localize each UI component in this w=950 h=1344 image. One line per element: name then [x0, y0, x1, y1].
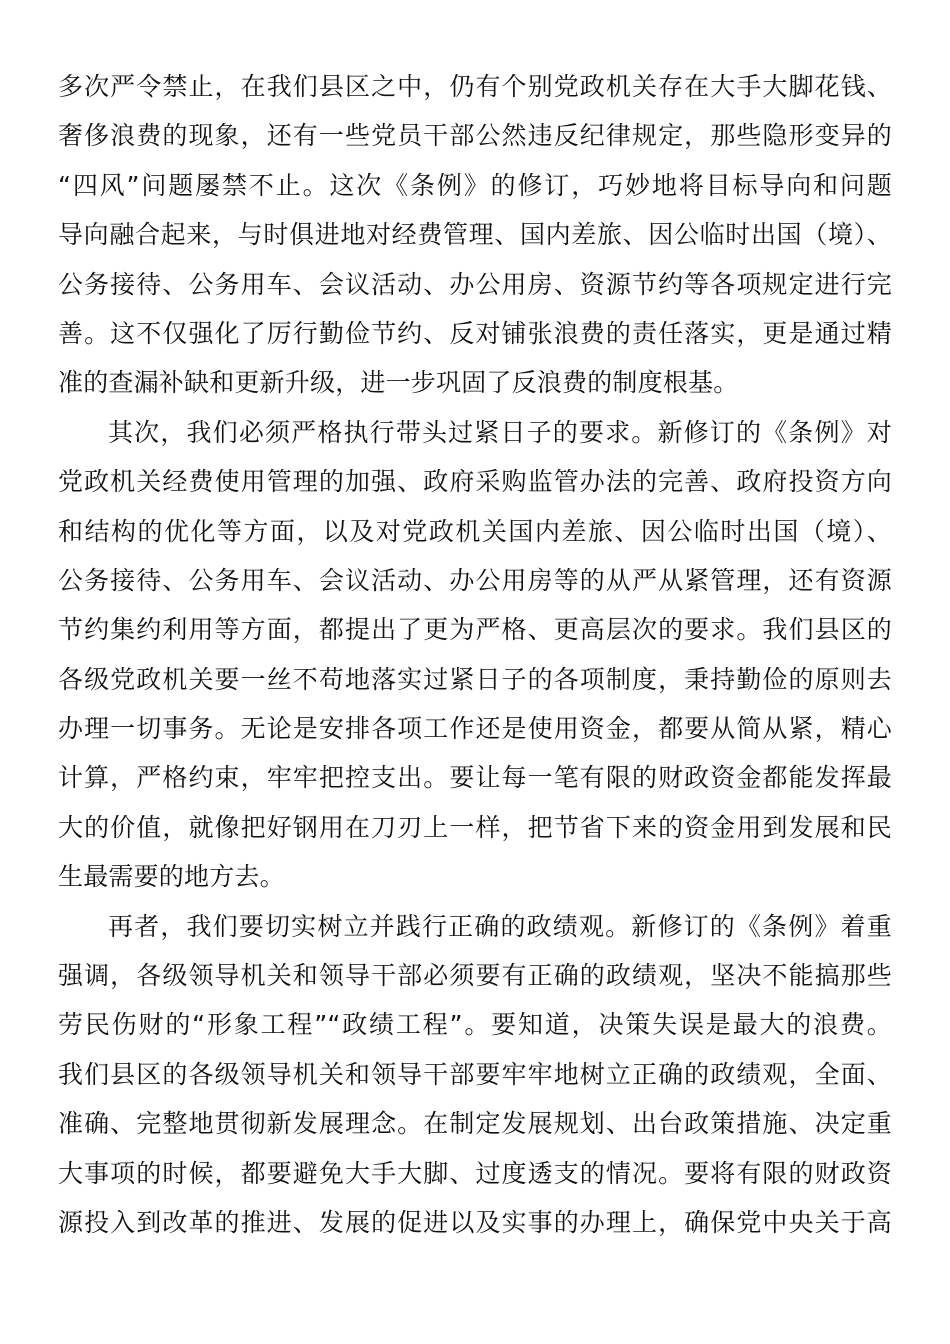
text-line: 强调，各级领导机关和领导干部必须要有正确的政绩观，坚决不能搞那些	[58, 961, 892, 991]
text-line: 导向融合起来，与时俱进地对经费管理、国内差旅、因公临时出国（境）、	[58, 220, 892, 250]
text-line: 善。这不仅强化了厉行勤俭节约、反对铺张浪费的责任落实，更是通过精	[58, 318, 892, 348]
text-line: 奢侈浪费的现象，还有一些党员干部公然违反纪律规定，那些隐形变异的	[58, 121, 892, 151]
text-line: 计算，严格约束，牢牢把控支出。要让每一笔有限的财政资金都能发挥最	[58, 763, 892, 793]
text-line: 和结构的优化等方面，以及对党政机关国内差旅、因公临时出国（境）、	[58, 516, 892, 546]
text-line: 大事项的时候，都要避免大手大脚、过度透支的情况。要将有限的财政资	[58, 1158, 892, 1188]
text-line: 其次，我们必须严格执行带头过紧日子的要求。新修订的《条例》对	[108, 417, 892, 447]
text-line: 公务接待、公务用车、会议活动、办公用房、资源节约等各项规定进行完	[58, 269, 892, 299]
paragraph-1	[58, 62, 892, 408]
text-line: 准的查漏补缺和更新升级，进一步巩固了反浪费的制度根基。	[58, 368, 739, 398]
text-line: 党政机关经费使用管理的加强、政府采购监管办法的完善、政府投资方向	[58, 467, 892, 497]
text-line: 我们县区的各级领导机关和领导干部要牢牢地树立正确的政绩观，全面、	[58, 1059, 892, 1089]
text-line: 生最需要的地方去。	[58, 862, 285, 892]
text-line: 各级党政机关要一丝不苟地落实过紧日子的各项制度，秉持勤俭的原则去	[58, 664, 892, 694]
text-line: 公务接待、公务用车、会议活动、办公用房等的从严从紧管理，还有资源	[58, 565, 892, 595]
paragraph-2	[58, 408, 892, 902]
text-line: 源投入到改革的推进、发展的促进以及实事的办理上，确保党中央关于高	[58, 1207, 892, 1237]
text-line: “四风”问题屡禁不止。这次《条例》的修订，巧妙地将目标导向和问题	[58, 170, 892, 200]
text-line: 节约集约利用等方面，都提出了更为严格、更高层次的要求。我们县区的	[58, 615, 892, 645]
text-line: 大的价值，就像把好钢用在刀刃上一样，把节省下来的资金用到发展和民	[58, 812, 892, 842]
document-body	[58, 62, 892, 1247]
text-line: 准确、完整地贯彻新发展理念。在制定发展规划、出台政策措施、决定重	[58, 1109, 892, 1139]
text-line: 再者，我们要切实树立并践行正确的政绩观。新修订的《条例》着重	[108, 911, 892, 941]
text-line: 办理一切事务。无论是安排各项工作还是使用资金，都要从简从紧，精心	[58, 714, 892, 744]
text-line: 多次严令禁止，在我们县区之中，仍有个别党政机关存在大手大脚花钱、	[58, 72, 892, 101]
paragraph-3	[58, 902, 892, 1248]
text-line: 劳民伤财的“形象工程”“政绩工程”。要知道，决策失误是最大的浪费。	[58, 1010, 892, 1040]
